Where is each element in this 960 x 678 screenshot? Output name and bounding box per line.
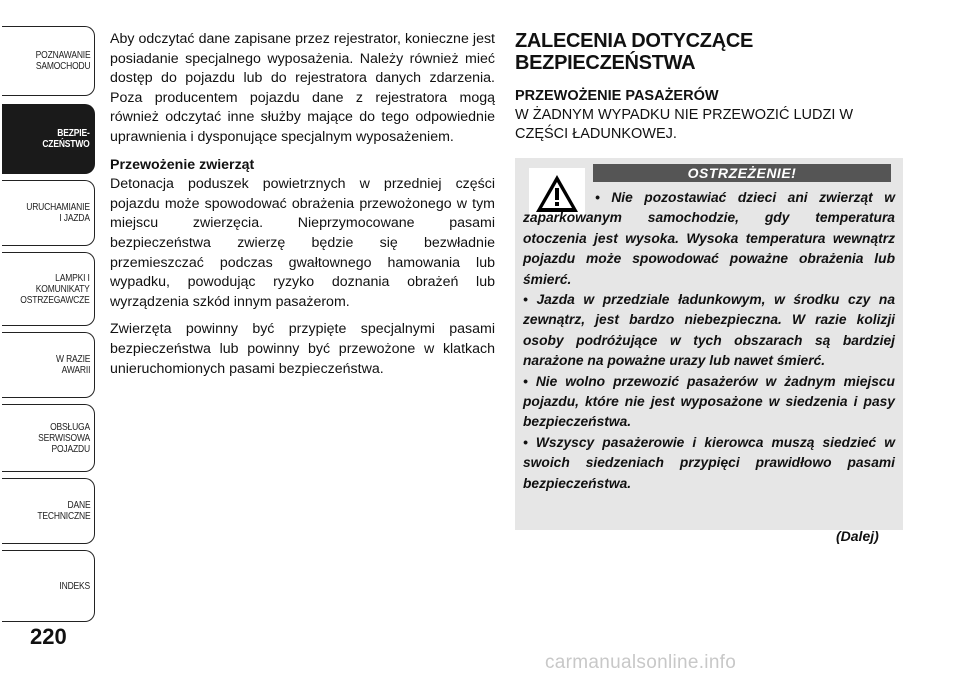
tab-label: OBSŁUGA SERWISOWA POJAZDU bbox=[38, 421, 90, 455]
warning-text bbox=[523, 188, 895, 494]
page-number: 220 bbox=[30, 624, 67, 649]
tab-obsluga-serwisowa[interactable] bbox=[2, 404, 95, 472]
tab-label: LAMPKI I KOMUNIKATY OSTRZEGAWCZE bbox=[20, 272, 90, 306]
warning-item: • Nie pozostawiać dzieci ani zwierząt w zaparkowanym samochodzie, gdy temperatura otoczenia jest wysoka. Wysoka temperatura wewnątrz pojazdu może spowodować poważne obrażenia lub śmierć. bbox=[523, 190, 895, 287]
tab-label: URUCHAMIANIE I JAZDA bbox=[26, 202, 90, 224]
warning-box bbox=[515, 158, 903, 530]
tab-label: BEZPIE- CZEŃSTWO bbox=[42, 128, 90, 150]
section-subheading: PRZEWOŻENIE PASAŻERÓW bbox=[515, 88, 719, 104]
right-column bbox=[515, 30, 905, 491]
warning-item: • Nie wolno przewozić pasażerów w żadnym miejscu pojazdu, które nie jest wyposażone w siedzenia i pasy bezpieczeństwa. bbox=[523, 373, 895, 430]
tab-label: DANE TECHNICZNE bbox=[36, 500, 90, 522]
continued-label: (Dalej) bbox=[836, 528, 879, 544]
lead-text: W ŻADNYM WYPADKU NIE PRZEWOZIĆ LUDZI W CZĘŚCI ŁADUNKOWEJ. bbox=[515, 107, 854, 142]
tab-label: INDEKS bbox=[59, 580, 90, 592]
paragraph: Detonacja poduszek powietrznych w przedniej części pojazdu może spowodować obrażenia przewożonego w tym miejscu zwierzęcia. Nieprzymocowane pasami bezpieczeństwa zwierzę będzie się bezwładnie przemieszczać podczas gwałtownego hamowania lub wypadku, powodując ryzyko doznania obrażeń lub wyrządzenia szkód innym pasażerom. bbox=[110, 176, 495, 310]
tab-uruchamianie-i-jazda[interactable] bbox=[2, 180, 95, 246]
tab-indeks[interactable] bbox=[2, 550, 95, 622]
tab-poznawanie-samochodu[interactable] bbox=[2, 26, 95, 96]
warning-title: OSTRZEŻENIE! bbox=[593, 164, 891, 182]
tab-dane-techniczne[interactable] bbox=[2, 478, 95, 544]
paragraph: Aby odczytać dane zapisane przez rejestrator, konieczne jest posiadanie specjalnego wyposażenia. Należy również mieć dostęp do pojazdu lub do rejestratora danych zdarzenia. Poza producentem pojazdu dane z rejestratora mogą również odczytać inne służby mające do tego odpowiednie uprawnienia i dysponujące specjalnym wyposażeniem. bbox=[110, 31, 495, 145]
tab-lampki-i-komunikaty[interactable] bbox=[2, 252, 95, 326]
paragraph: Zwierzęta powinny być przypięte specjalnymi pasami bezpieczeństwa lub powinny być przewożone w klatkach unieruchomionych pasami bezpieczeństwa. bbox=[110, 321, 495, 377]
warning-item: • Wszyscy pasażerowie i kierowca muszą siedzieć w swoich siedzeniach przypięci prawidłowo pasami bezpieczeństwa. bbox=[523, 434, 895, 491]
page-title: ZALECENIA DOTYCZĄCE BEZPIECZEŃSTWA bbox=[515, 30, 754, 74]
left-column bbox=[110, 30, 495, 387]
tab-label: W RAZIE AWARII bbox=[55, 354, 90, 376]
section-heading: Przewożenie zwierząt bbox=[110, 156, 255, 173]
tab-label: POZNAWANIE SAMOCHODU bbox=[35, 50, 90, 72]
warning-item: • Jazda w przedziale ładunkowym, w środku czy na zewnątrz, jest bardzo niebezpieczna. W razie kolizji osoby podróżujące w tych obszarach są bardziej narażone na poważne urazy lub nawet śmierć. bbox=[523, 292, 895, 369]
watermark: carmanualsonline.info bbox=[545, 652, 737, 673]
tab-bezpieczenstwo[interactable] bbox=[2, 104, 95, 174]
tab-w-razie-awarii[interactable] bbox=[2, 332, 95, 398]
chapter-tabs bbox=[0, 0, 98, 640]
